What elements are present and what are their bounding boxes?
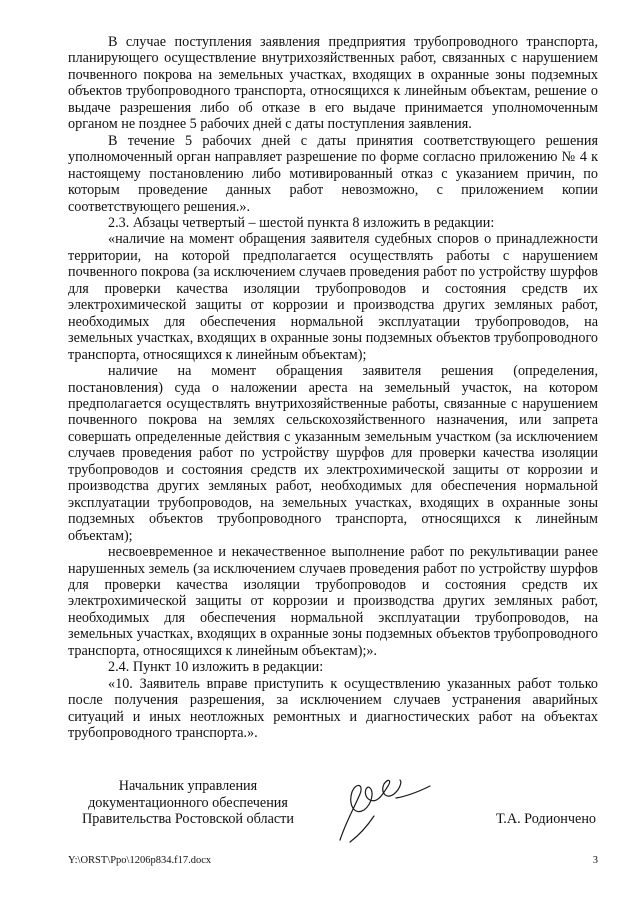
signatory-title-line: Правительства Ростовской области	[82, 811, 294, 828]
page-footer	[68, 855, 598, 866]
paragraph: В случае поступления заявления предприятия трубопроводного транспорта, планирующего осуществление внутрихозяйственных работ, связанных с нарушением почвенного покрова на земельных участках, входящих в охранные зоны подземных объектов трубопроводного транспорта, относящихся к линейным объектам, решение о выдаче разрешения либо об отказе в его выдаче принимается уполномоченным органом не позднее 5 рабочих дней с даты поступления заявления.	[68, 34, 598, 133]
paragraph: «10. Заявитель вправе приступить к осуществлению указанных работ только после получения разрешения, за исключением случаев устранения аварийных ситуаций и иных неотложных ремонтных и диагностических работ на объектах трубопроводного транспорта.».	[68, 675, 598, 742]
page-number: 3	[592, 855, 598, 866]
document-body	[68, 34, 598, 741]
footer-file-path: Y:\ORST\Ppo\1206p834.f17.docx	[68, 855, 212, 866]
paragraph: 2.3. Абзацы четвертый – шестой пункта 8 изложить в редакции:	[108, 214, 495, 231]
handwritten-signature	[330, 770, 440, 850]
paragraph: 2.4. Пункт 10 изложить в редакции:	[108, 659, 324, 676]
paragraph: наличие на момент обращения заявителя решения (определения, постановления) суда о наложении ареста на земельный участок, на котором предполагается осуществлять внутрихозяйственные работы, связанные с нарушением почвенного покрова на землях сельскохозяйственного назначения, или запрета совершать определенные действия с указанным земельным участком (за исключением случаев проведения работ по устройству шурфов для проверки качества изоляции трубопроводов и состояния средств их электрохимической защиты от коррозии и производства других земляных работ, необходимых для обеспечения нормальной эксплуатации трубопроводов, на земельных участках, входящих в охранные зоны подземных объектов трубопроводного транспорта, относящихся к линейным объектам);	[68, 363, 598, 544]
signatory-name: Т.А. Родиончено	[496, 811, 596, 827]
paragraph: В течение 5 рабочих дней с даты принятия соответствующего решения уполномоченный орган направляет разрешение по форме согласно приложению № 4 к настоящему постановлению либо мотивированный отказ с указанием причин, по которым проведение данных работ невозможно, с приложением копии соответствующего решения.».	[68, 132, 598, 215]
paragraph: несвоевременное и некачественное выполнение работ по рекультивации ранее нарушенных земель (за исключением случаев проведения работ по устройству шурфов для проверки качества изоляции трубопроводов и состояния средств их электрохимической защиты от коррозии и производства других земляных работ, необходимых для обеспечения нормальной эксплуатации трубопроводов, на земельных участках, входящих в охранные зоны подземных объектов трубопроводного транспорта, относящихся к линейным объектам);».	[68, 544, 598, 659]
signatory-title-line: документационного обеспечения	[88, 794, 288, 811]
paragraph: «наличие на момент обращения заявителя судебных споров о принадлежности территории, на которой предполагается осуществлять работы с нарушением почвенного покрова (за исключением случаев проведения работ по устройству шурфов для проверки качества изоляции трубопроводов и состояния средств их электрохимической защиты от коррозии и производства других земляных работ, необходимых для обеспечения нормальной эксплуатации трубопроводов, на земельных участках, входящих в охранные зоны подземных объектов трубопроводного транспорта, относящихся к линейным объектам);	[68, 231, 598, 363]
signatory-title	[68, 778, 308, 828]
signatory-title-line: Начальник управления	[118, 778, 258, 794]
